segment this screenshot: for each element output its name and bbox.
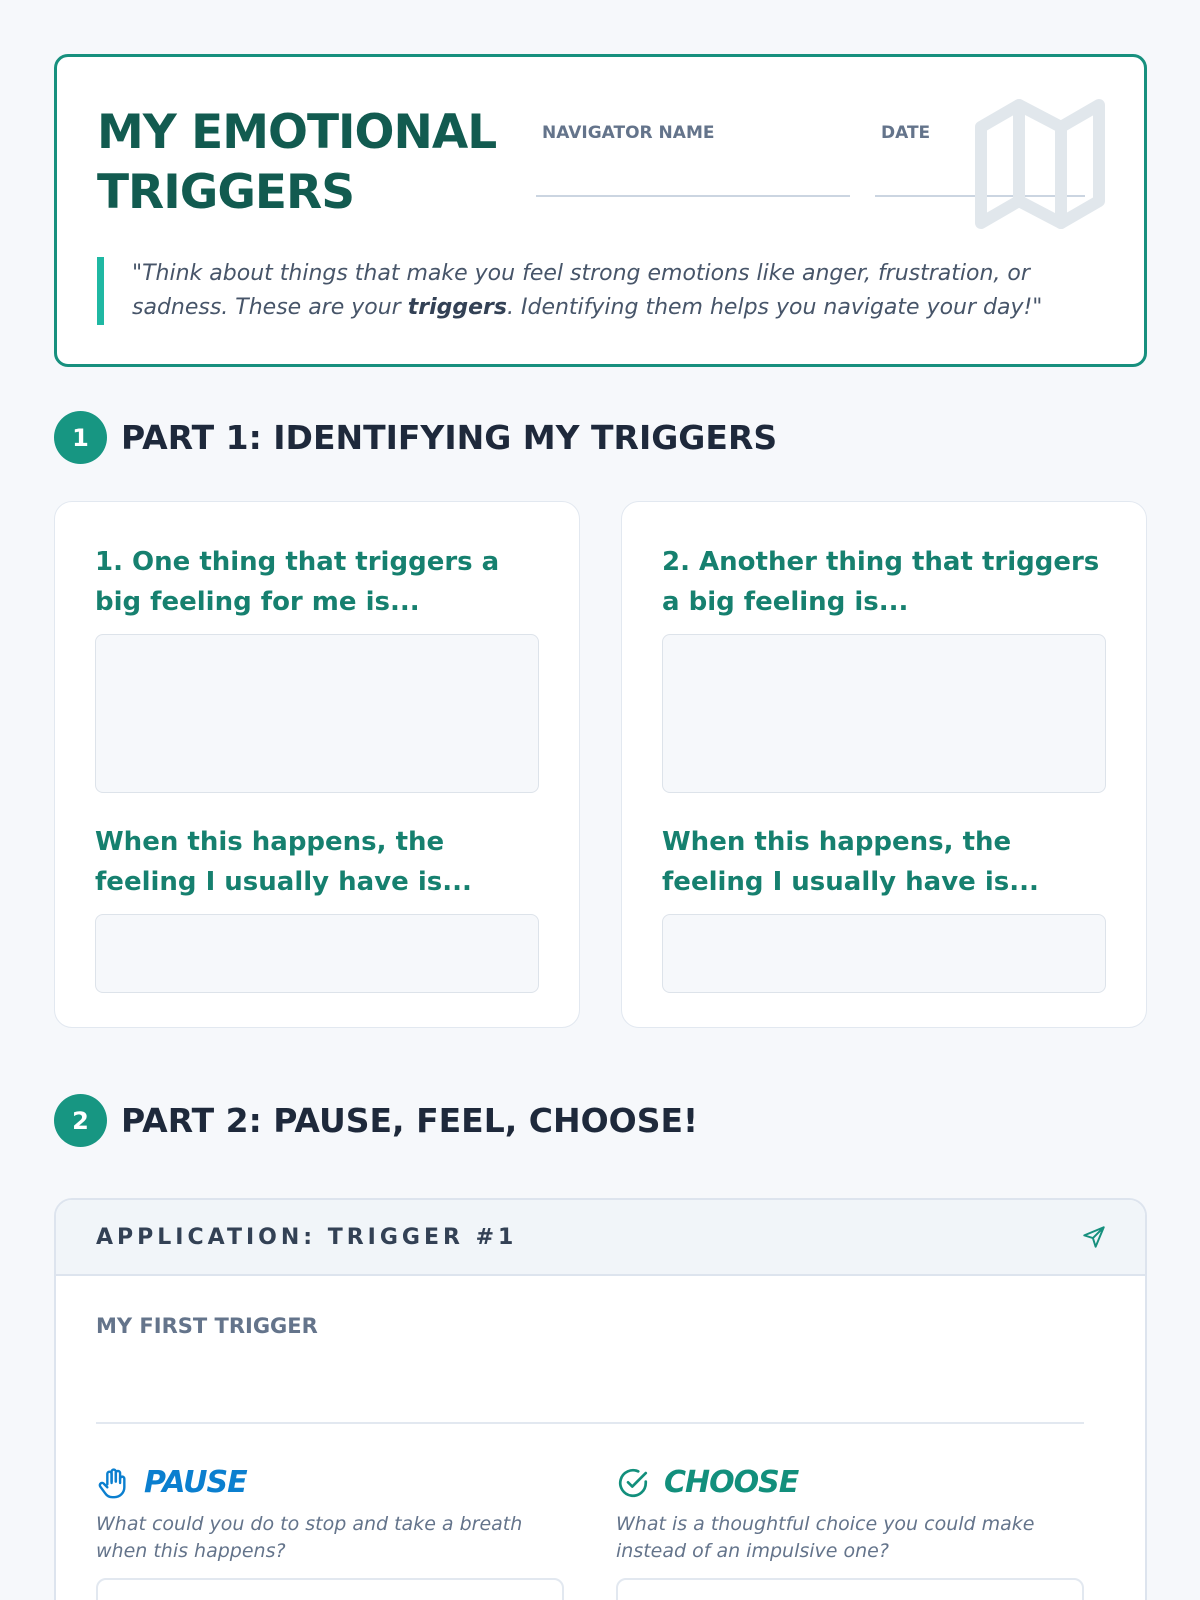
part2-heading <box>54 1094 698 1147</box>
page-title <box>97 103 496 223</box>
pause-heading <box>96 1465 247 1500</box>
choose-heading <box>616 1465 798 1500</box>
choose-answer-box[interactable] <box>616 1578 1084 1600</box>
feeling-prompt: When this happens, the feeling I usually have is... <box>662 827 1039 897</box>
application-header <box>56 1200 1145 1276</box>
divider <box>96 1422 1084 1424</box>
trigger-prompt: 1. One thing that triggers a big feeling for me is... <box>95 547 500 617</box>
trigger-answer-box[interactable] <box>95 634 539 793</box>
send-icon <box>1081 1224 1107 1250</box>
trigger-card-1 <box>54 501 580 1028</box>
feeling-answer-box[interactable] <box>662 914 1106 993</box>
worksheet-page <box>54 54 1147 1562</box>
trigger-answer-box[interactable] <box>662 634 1106 793</box>
intro-quote <box>97 257 1087 325</box>
quote-emphasis: triggers <box>407 295 508 320</box>
part2-title: PART 2: PAUSE, FEEL, CHOOSE! <box>121 1101 699 1140</box>
trigger-prompt: 2. Another thing that triggers a big feeling is... <box>662 547 1100 617</box>
quote-text-start: "Think about things that make you feel strong emotions like anger, frustration, or sadness. These are your <box>132 261 1030 320</box>
map-icon <box>971 97 1109 232</box>
navigator-name-label: NAVIGATOR NAME <box>542 123 715 143</box>
navigator-name-field[interactable] <box>536 195 850 197</box>
feeling-prompt: When this happens, the feeling I usually have is... <box>95 827 472 897</box>
part2-number-badge: 2 <box>54 1094 107 1147</box>
check-circle-icon <box>616 1466 650 1500</box>
choose-description: What is a thoughtful choice you could make instead of an impulsive one? <box>616 1513 1035 1562</box>
title-line-2: TRIGGERS <box>97 165 355 220</box>
choose-title: CHOOSE <box>664 1465 799 1500</box>
application-title: APPLICATION: TRIGGER #1 <box>96 1224 518 1250</box>
pause-title: PAUSE <box>144 1465 247 1500</box>
part1-title: PART 1: IDENTIFYING MY TRIGGERS <box>121 418 778 457</box>
date-label: DATE <box>881 123 931 143</box>
first-trigger-label: MY FIRST TRIGGER <box>96 1314 318 1338</box>
part1-heading <box>54 411 777 464</box>
application-card <box>54 1198 1147 1600</box>
title-line-1: MY EMOTIONAL <box>97 105 497 160</box>
hand-icon <box>96 1466 130 1500</box>
trigger-card-2 <box>621 501 1147 1028</box>
part1-number-badge: 1 <box>54 411 107 464</box>
pause-answer-box[interactable] <box>96 1578 564 1600</box>
header-card <box>54 54 1147 367</box>
feeling-answer-box[interactable] <box>95 914 539 993</box>
pause-description: What could you do to stop and take a breath when this happens? <box>96 1513 523 1562</box>
quote-text-end: . Identifying them helps you navigate your day!" <box>507 295 1043 320</box>
